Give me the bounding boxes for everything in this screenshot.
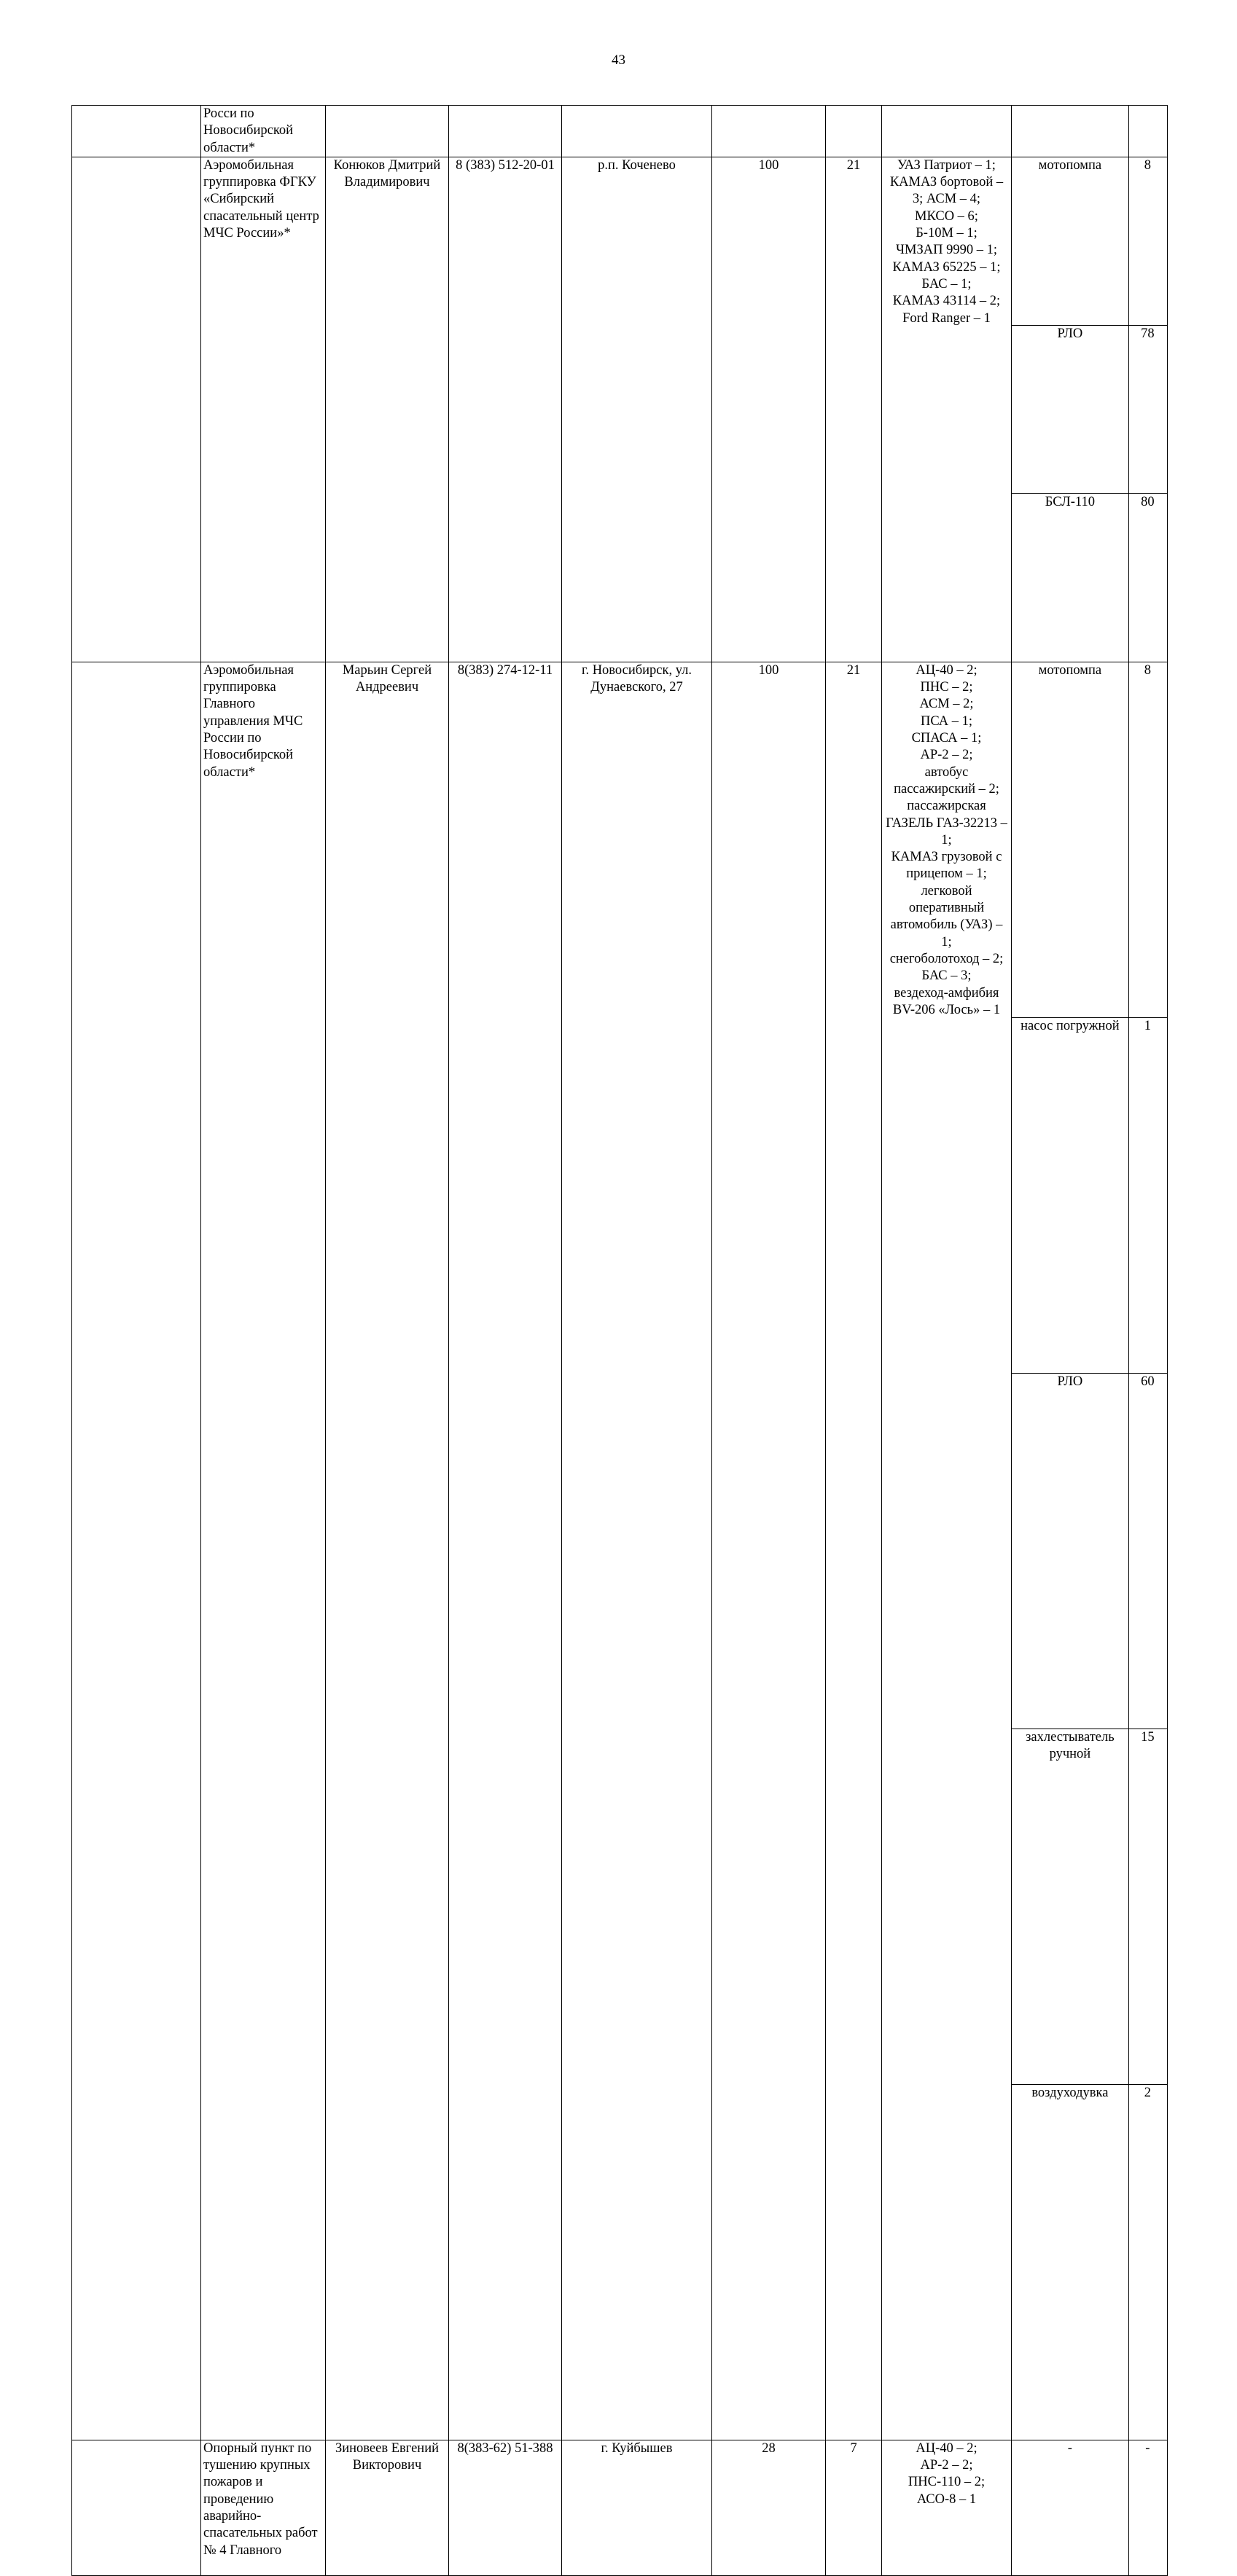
organization-cell: Опорный пункт по тушению крупных пожаров и проведению аварийно-спасательных работ № 4 Главного: [201, 2440, 326, 2575]
phone-cell: 8(383-62) 51-388: [449, 2440, 562, 2575]
vehicle-item: Б-10М – 1;: [916, 226, 977, 241]
location-cell: г. Новосибирск, ул. Дунаевского, 27: [562, 662, 712, 2440]
column-divider: [1128, 157, 1129, 662]
equipment-row: [1012, 662, 1167, 1018]
units-count-cell: [826, 106, 882, 157]
head-name-cell: Марьин Сергей Андреевич: [326, 662, 449, 2440]
vehicle-item: УАЗ Патриот – 1;: [897, 157, 996, 173]
equipment-name: РЛО: [1012, 325, 1128, 493]
equipment-name: насос погружной: [1012, 1017, 1128, 1373]
page-number: 43: [612, 52, 625, 68]
equipment-name: воздуходувка: [1031, 2085, 1109, 2100]
vehicle-item: АСМ – 2;: [919, 697, 974, 712]
vehicle-item: КАМАЗ грузовой с прицепом – 1;: [891, 850, 1002, 882]
equipment-qty: -: [1145, 2440, 1150, 2456]
vehicle-item: снегоболотоход – 2;: [889, 951, 1004, 966]
vehicle-item: Ford Ranger – 1: [902, 310, 991, 326]
units-count-cell: 21: [826, 662, 882, 2440]
equipment-qty: 80: [1141, 494, 1155, 509]
equipment-cell: [1012, 106, 1168, 157]
personnel-count-cell: 100: [712, 157, 826, 662]
vehicle-item: вездеход-амфибия BV-206 «Лось» – 1: [892, 985, 1001, 1017]
equipment-subtable: [1012, 106, 1167, 157]
vehicle-item: КАМАЗ 65225 – 1;: [892, 259, 1001, 275]
equipment-name: мотопомпа: [1012, 662, 1128, 1018]
equipment-name: захлестыватель ручной: [1012, 1729, 1128, 2084]
equipment-subtable: [1012, 2440, 1167, 2575]
vehicle-item: КАМАЗ 43114 – 2;: [892, 294, 1001, 309]
personnel-count-cell: 100: [712, 662, 826, 2440]
personnel-count-cell: [712, 106, 826, 157]
empty-cell: [72, 106, 201, 157]
column-divider: [1128, 2440, 1129, 2575]
equipment-name: -: [1067, 2440, 1072, 2456]
vehicle-item: пассажирская ГАЗЕЛЬ ГАЗ-32213 – 1;: [886, 799, 1007, 847]
vehicle-item: МКСО – 6;: [915, 208, 978, 224]
vehicle-item: легковой оперативный автомобиль (УАЗ) – 1;: [890, 883, 1003, 950]
equipment-name: РЛО: [1012, 1373, 1128, 1729]
equipment-name: мотопомпа: [1012, 157, 1128, 326]
organization-cell: Аэромобильная группировка ФГКУ «Сибирский спасательный центр МЧС России»*: [201, 157, 326, 662]
personnel-count-cell: 28: [712, 2440, 826, 2575]
equipment-row: [1012, 157, 1167, 326]
vehicles-cell: [882, 662, 1012, 2440]
phone-cell: 8 (383) 512-20-01: [449, 157, 562, 662]
equipment-subtable: [1012, 157, 1167, 662]
column-divider: [1128, 662, 1129, 2440]
resources-table: [71, 105, 1168, 2576]
equipment-cell: [1012, 157, 1168, 662]
vehicle-item: АЦ-40 – 2;: [916, 662, 977, 678]
equipment-row: [1012, 325, 1167, 493]
equipment-qty: 2: [1144, 2085, 1151, 2100]
equipment-cell: [1012, 2440, 1168, 2575]
equipment-qty: 60: [1128, 1373, 1167, 1729]
equipment-name: [1012, 106, 1128, 157]
empty-cell: [72, 662, 201, 2440]
vehicle-item: АЦ-40 – 2;: [916, 2440, 977, 2456]
vehicle-item: АР-2 – 2;: [920, 2458, 973, 2473]
equipment-qty: 8: [1128, 662, 1167, 1018]
equipment-row: [1012, 2440, 1167, 2575]
equipment-name: БСЛ-110: [1045, 494, 1095, 509]
table-row: [72, 106, 1168, 157]
head-name-cell: [326, 106, 449, 157]
vehicle-item: СПАСА – 1;: [911, 731, 982, 746]
empty-cell: [72, 157, 201, 662]
equipment-row: [1012, 1729, 1167, 2084]
vehicle-item: АСО-8 – 1: [916, 2491, 977, 2507]
vehicles-cell: [882, 106, 1012, 157]
organization-cell: Аэромобильная группировка Главного управления МЧС России по Новосибирской области*: [201, 662, 326, 2440]
organization-cell: Росси по Новосибирской области*: [201, 106, 326, 157]
empty-cell: [72, 2440, 201, 2575]
table-row: [72, 2440, 1168, 2575]
equipment-row: [1012, 2084, 1167, 2440]
vehicle-item: БАС – 3;: [921, 968, 972, 984]
vehicles-cell: [882, 2440, 1012, 2575]
units-count-cell: 7: [826, 2440, 882, 2575]
equipment-row: [1012, 493, 1167, 662]
equipment-cell: [1012, 662, 1168, 2440]
location-cell: р.п. Коченево: [562, 157, 712, 662]
phone-cell: 8(383) 274-12-11: [449, 662, 562, 2440]
vehicle-item: ПСА – 1;: [920, 713, 973, 729]
equipment-row: [1012, 1373, 1167, 1729]
equipment-subtable: [1012, 662, 1167, 2440]
equipment-qty: 15: [1128, 1729, 1167, 2084]
vehicle-item: ПНС-110 – 2;: [908, 2475, 986, 2490]
vehicle-item: ПНС – 2;: [920, 680, 973, 695]
head-name-cell: Зиновеев Евгений Викторович: [326, 2440, 449, 2575]
head-name-cell: Конюков Дмитрий Владимирович: [326, 157, 449, 662]
location-cell: г. Куйбышев: [562, 2440, 712, 2575]
vehicle-item: автобус пассажирский – 2;: [894, 764, 999, 796]
equipment-qty: 8: [1128, 157, 1167, 326]
equipment-qty: [1128, 106, 1167, 157]
phone-cell: [449, 106, 562, 157]
equipment-qty: 1: [1128, 1017, 1167, 1373]
table-row: [72, 157, 1168, 662]
equipment-row: [1012, 1017, 1167, 1373]
column-divider: [1128, 106, 1129, 157]
equipment-qty: 78: [1128, 325, 1167, 493]
vehicle-item: БАС – 1;: [921, 276, 972, 291]
table-row: [72, 662, 1168, 2440]
vehicle-item: ЧМЗАП 9990 – 1;: [896, 243, 997, 258]
vehicle-item: КАМАЗ бортовой – 3; АСМ – 4;: [889, 175, 1004, 207]
vehicle-item: АР-2 – 2;: [920, 748, 973, 763]
units-count-cell: 21: [826, 157, 882, 662]
location-cell: [562, 106, 712, 157]
vehicles-cell: [882, 157, 1012, 662]
